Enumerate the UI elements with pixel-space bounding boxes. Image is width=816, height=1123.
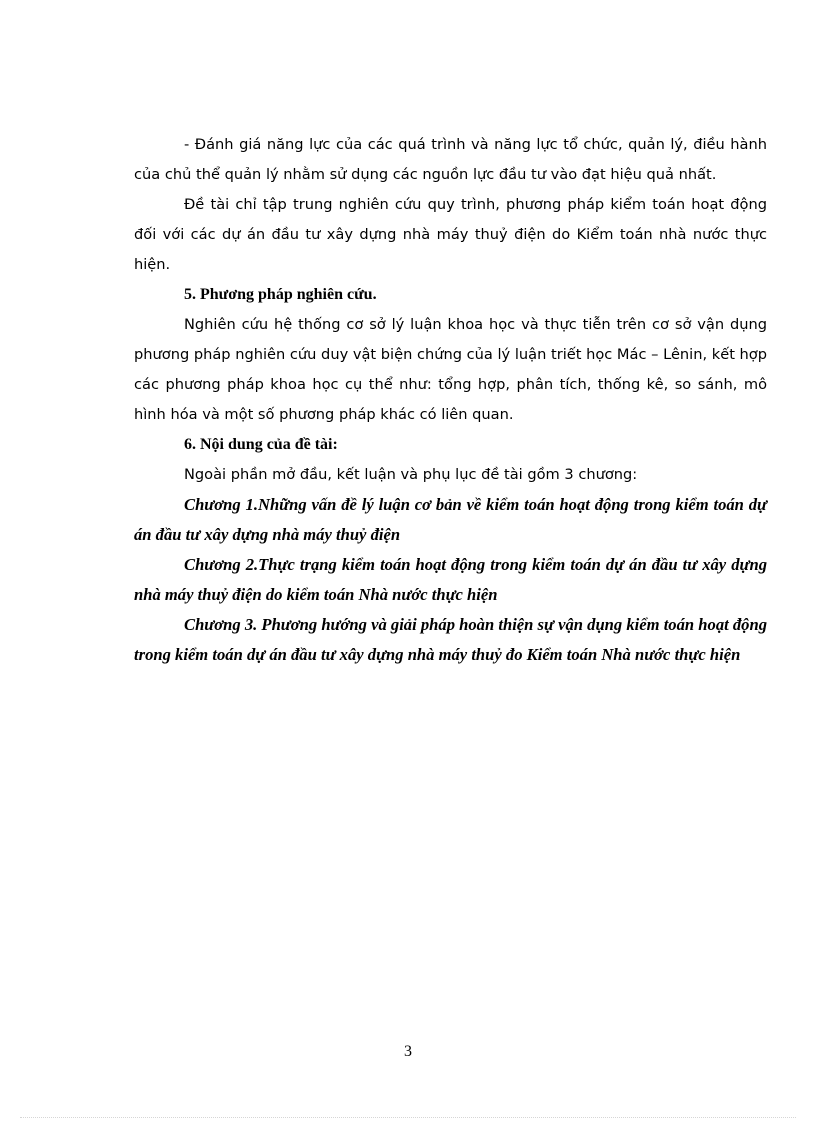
chapter-3: Chương 3. Phương hướng và giải pháp hoàn thiện sự vận dụng kiểm toán hoạt động trong kiểm toán dự án đầu tư xây dựng nhà máy thuỷ đo Kiểm toán Nhà nước thực hiện <box>134 615 767 664</box>
page-number: 3 <box>404 1043 412 1060</box>
chapter-2: Chương 2.Thực trạng kiểm toán hoạt động trong kiểm toán dự án đầu tư xây dựng nhà máy thuỷ điện do kiểm toán Nhà nước thực hiện <box>134 555 767 604</box>
page-bottom-divider <box>20 1117 796 1118</box>
paragraph-methods: Nghiên cứu hệ thống cơ sở lý luận khoa học và thực tiễn trên cơ sở vận dụng phương pháp nghiên cứu duy vật biện chứng của lý luận triết học Mác – Lênin, kết hợp các phương pháp khoa học cụ thể như: tổng hợp, phân tích, thống kê, so sánh, mô hình hóa và một số phương pháp khác có liên quan. <box>134 316 767 423</box>
heading-research-methods: 5. Phương pháp nghiên cứu. <box>184 286 377 303</box>
page-body <box>134 130 767 670</box>
chapter-1: Chương 1.Những vấn đề lý luận cơ bản về kiểm toán hoạt động trong kiểm toán dự án đầu tư xây dựng nhà máy thuỷ điện <box>134 495 767 544</box>
paragraph-structure: Ngoài phần mở đầu, kết luận và phụ lục đề tài gồm 3 chương: <box>184 466 638 483</box>
paragraph-evaluation: - Đánh giá năng lực của các quá trình và năng lực tổ chức, quản lý, điều hành của chủ thể quản lý nhằm sử dụng các nguồn lực đầu tư vào đạt hiệu quả nhất. <box>134 136 767 183</box>
paragraph-scope: Đề tài chỉ tập trung nghiên cứu quy trình, phương pháp kiểm toán hoạt động đối với các dự án đầu tư xây dựng nhà máy thuỷ điện do Kiểm toán nhà nước thực hiện. <box>134 196 767 273</box>
heading-content: 6. Nội dung của đề tài: <box>184 436 338 453</box>
